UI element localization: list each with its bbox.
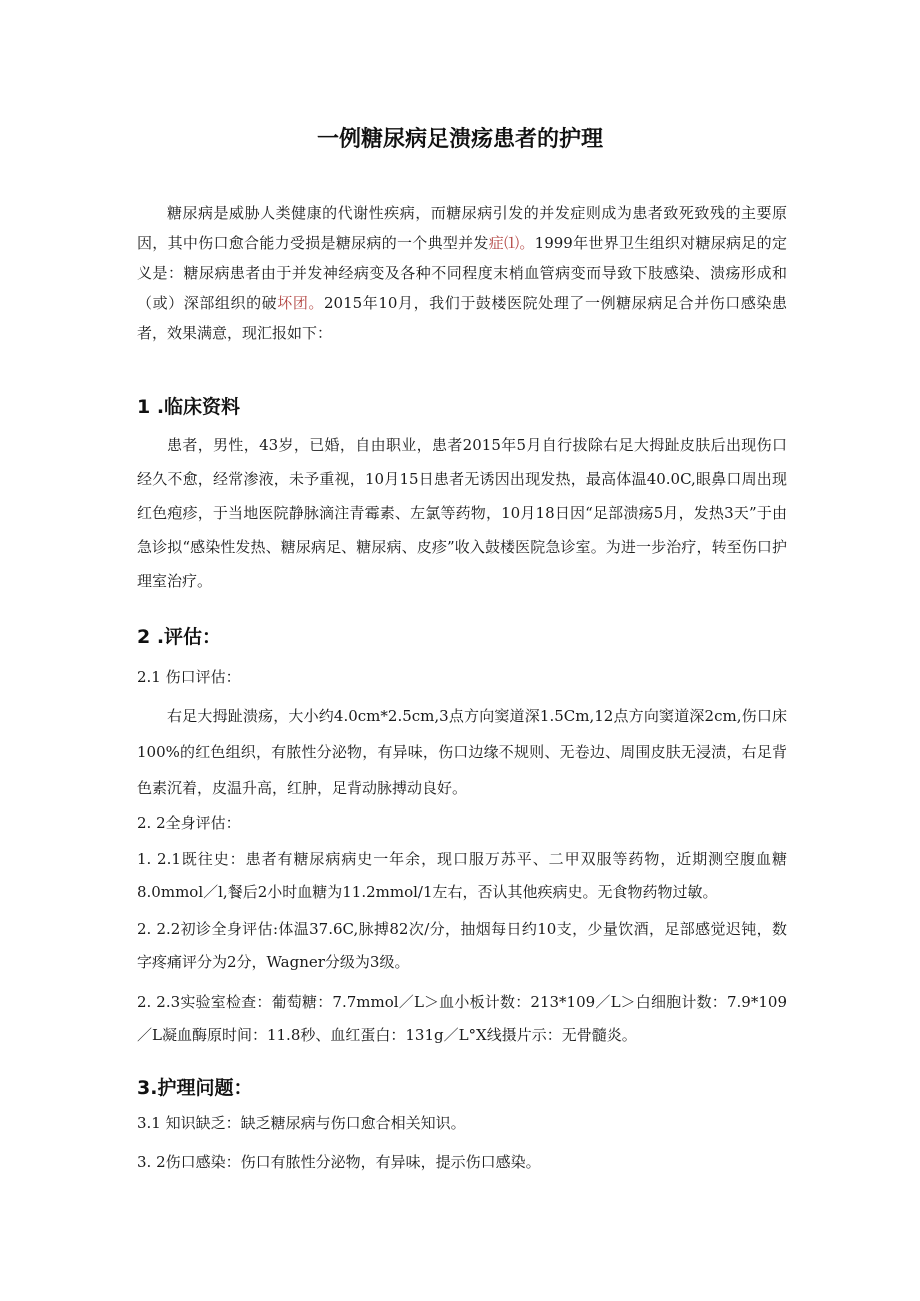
section-2-2-title: 2. 2全身评估： xyxy=(137,814,241,832)
section-2-1-body: 右足大拇趾溃疡，大小约4.0cm*2.5cm,3点方向窦道深1.5Cm,12点方向窦道深2cm,伤口床100%的红色组织，有脓性分泌物，有异味，伤口边缘不规则、无卷边、周围皮肤无浸渍，右足背色素沉着，皮温升高，红肿，足背动脉搏动良好。 xyxy=(137,707,787,797)
document-title: 一例糖尿病足溃疡患者的护理 xyxy=(316,127,603,152)
section-3-1-item: 3.1 知识缺乏：缺乏糖尿病与伤口愈合相关知识。 xyxy=(137,1114,466,1132)
intro-text-3: 2015年10月，我们于鼓楼医院处理了一例糖尿病足合并伤口感染患者，效果满意，现汇报如下： xyxy=(137,294,787,342)
section-2-heading: 2 .评估： xyxy=(137,626,222,648)
section-1-heading: 1 .临床资料 xyxy=(137,396,241,418)
intro-text-2: 1999年世界卫生组织对糖尿病足的定义是：糖尿病患者由于并发神经病变及各种不同程度末梢血管病变而导致下肢感染、溃疡形成和（或）深部组织的破 xyxy=(137,234,787,312)
section-3-2-item: 3. 2伤口感染：伤口有脓性分泌物，有异味，提示伤口感染。 xyxy=(137,1153,541,1171)
intro-paragraph xyxy=(137,198,787,348)
section-2-1-title: 2.1 伤口评估： xyxy=(137,668,241,686)
citation-2[interactable]: 坏团。 xyxy=(277,294,324,312)
section-2-2-3-item: 2. 2.3实验室检查：葡萄糖：7.7mmol／L＞血小板计数：213*109／L＞白细胞计数：7.9*109／L凝血酶原时间：11.8秒、血红蛋白：131g／L°X线摄片示：无骨髓炎。 xyxy=(137,993,787,1044)
section-3-heading: 3.护理问题： xyxy=(137,1077,253,1099)
section-2-2-1-item: 1. 2.1既往史：患者有糖尿病病史一年余，现口服万苏平、二甲双服等药物，近期测空腹血糖8.0mmol／l,餐后2小时血糖为11.2mmol/1左右，否认其他疾病史。无食物药物过敏。 xyxy=(137,850,787,901)
intro-text-1: 糖尿病是威胁人类健康的代谢性疾病，而糖尿病引发的并发症则成为患者致死致残的主要原因，其中伤口愈合能力受损是糖尿病的一个典型并发 xyxy=(137,204,787,252)
section-1-body: 患者，男性，43岁，已婚，自由职业，患者2015年5月自行拔除右足大拇趾皮肤后出现伤口经久不愈，经常渗液，未予重视，10月15日患者无诱因出现发热，最高体温40.0C,眼鼻口周出现红色疱疹，于当地医院静脉滴注青霉素、左氯等药物，10月18日因“足部溃疡5月，发热3天”于由急诊拟“感染性发热、糖尿病足、糖尿病、皮疹”收入鼓楼医院急诊室。为进一步治疗，转至伤口护理室治疗。 xyxy=(137,436,787,590)
citation-1[interactable]: 症⑴。 xyxy=(488,234,535,252)
section-2-2-2-item: 2. 2.2初诊全身评估:体温37.6C,脉搏82次/分，抽烟每日约10支，少量饮酒，足部感觉迟钝，数字疼痛评分为2分，Wagner分级为3级。 xyxy=(137,920,787,971)
